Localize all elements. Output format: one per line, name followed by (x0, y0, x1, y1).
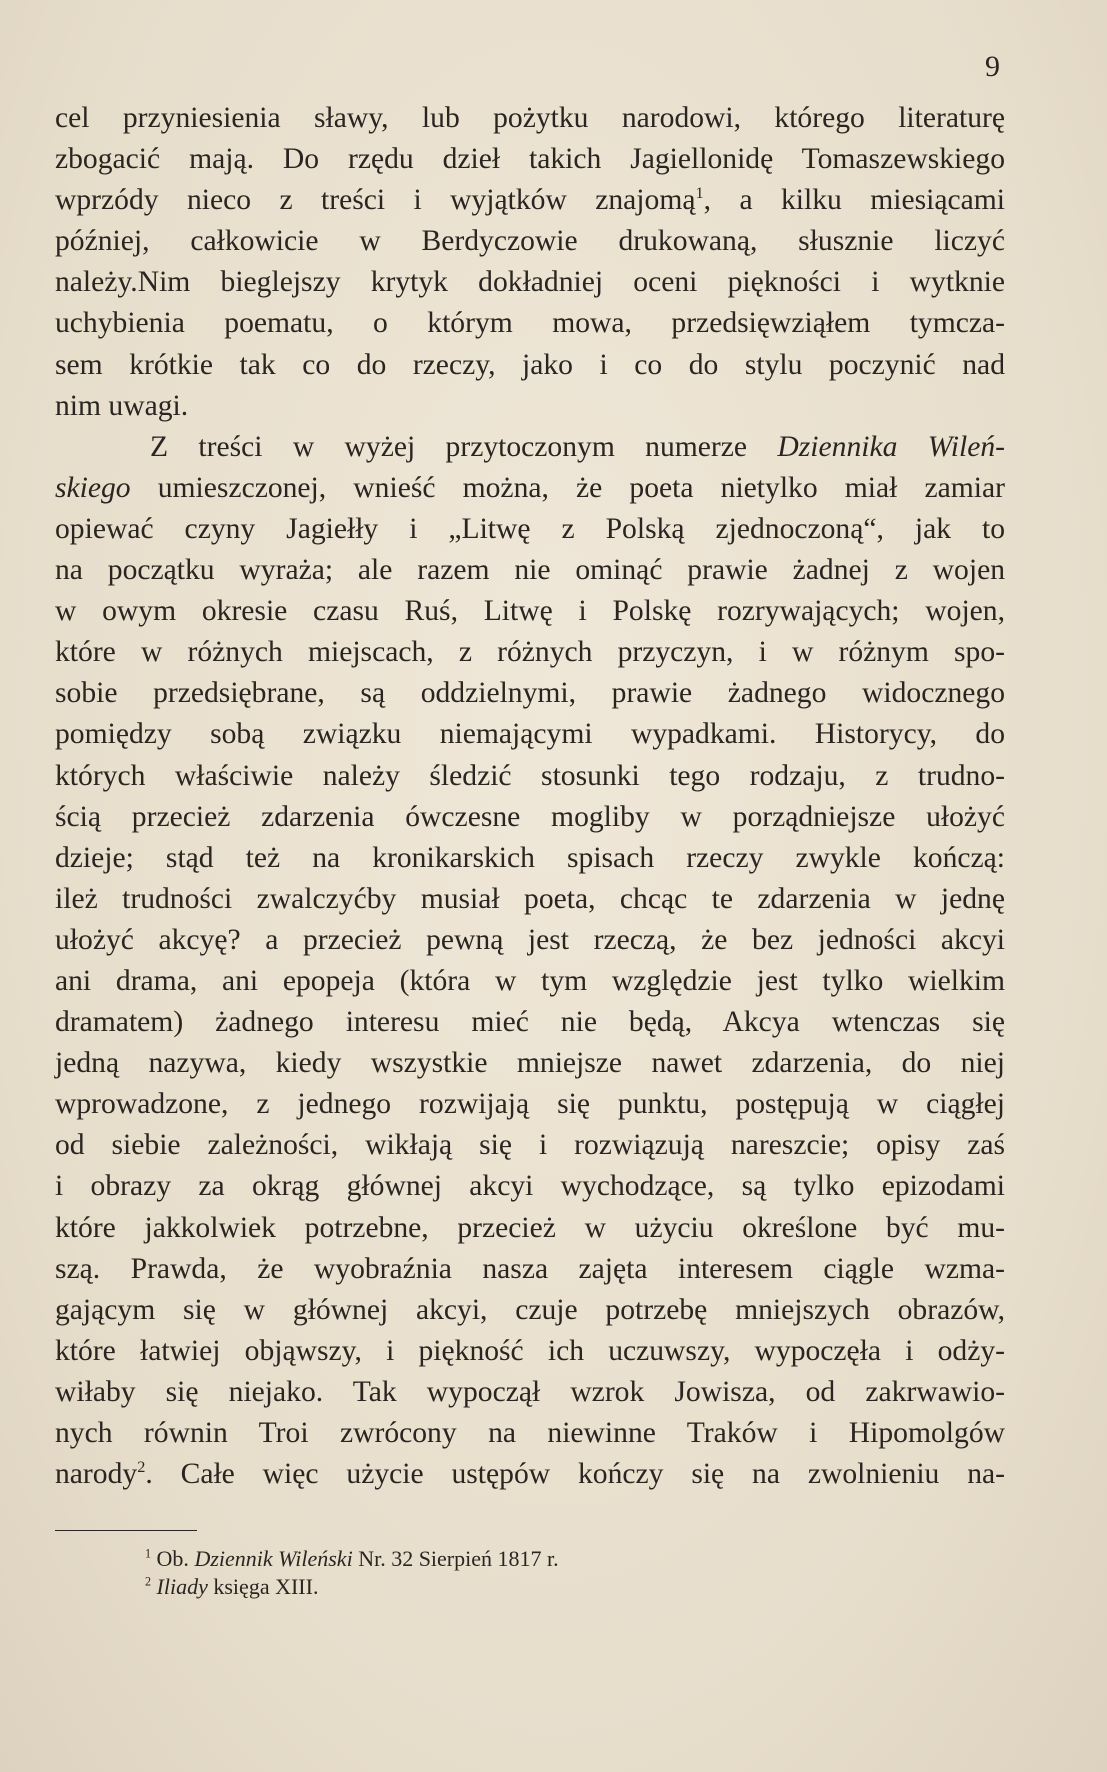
footnotes (55, 1530, 1005, 1601)
body-text (55, 98, 1005, 1495)
text-line (55, 427, 1005, 468)
italic-title: skiego (55, 471, 131, 504)
text-segment: , a kilku miesiącami (703, 184, 1005, 217)
footnote (55, 1545, 1005, 1573)
text-line: później, całkowicie w Berdyczowie drukowaną, słusznie liczyć (55, 225, 1005, 258)
text-line: zbogacić mają. Do rzędu dzieł takich Jagiellonidę Tomaszewskiego (55, 143, 1005, 176)
text-line (55, 180, 1005, 221)
text-line: szą. Prawda, że wyobraźnia nasza zajęta interesem ciągle wzma- (55, 1252, 1005, 1285)
text-segment: . Całe więc użycie ustępów kończy się na zwolnieniu na- (145, 1458, 1005, 1491)
text-line: od siebie zależności, wikłają się i rozwiązują nareszcie; opisy zaś (55, 1129, 1005, 1162)
footnote (55, 1573, 1005, 1601)
footnote-rule (55, 1530, 197, 1531)
footnote-italic: Iliady (156, 1574, 208, 1599)
footnote-text: Ob. (151, 1546, 195, 1571)
text-line: wprowadzone, z jednego rozwijają się punktu, postępują w ciągłej (55, 1088, 1005, 1121)
text-line: dzieje; stąd też na kronikarskich spisach rzeczy zwykle kończą: (55, 841, 1005, 874)
text-line (55, 1454, 1005, 1495)
text-line: na początku wyraża; ale razem nie ominąć prawie żadnej z wojen (55, 554, 1005, 587)
footnote-marker: 2 (137, 1457, 146, 1477)
text-line: nim uwagi. (55, 389, 189, 422)
footnote-italic: Dziennik Wileński (194, 1546, 353, 1571)
text-line: wiłaby się niejako. Tak wypoczął wzrok Jowisza, od zakrwawio- (55, 1375, 1005, 1408)
text-line (55, 468, 1005, 509)
footnote-mark: 1 (145, 1546, 152, 1561)
text-line: i obrazy za okrąg głównej akcyi wychodzące, są tylko epizodami (55, 1170, 1005, 1203)
text-segment: narody (55, 1458, 138, 1491)
text-line: pomiędzy sobą związku niemającymi wypadkami. Historycy, do (55, 718, 1005, 751)
text-line: sobie przedsiębrane, są oddzielnymi, prawie żadnego widocznego (55, 677, 1005, 710)
text-line: cel przyniesienia sławy, lub pożytku narodowi, którego literaturę (55, 102, 1005, 134)
text-line: nych równin Troi zwrócony na niewinne Traków i Hipomolgów (55, 1417, 1005, 1449)
footnote-marker: 1 (695, 183, 704, 203)
text-line: które łatwiej objąwszy, i piękność ich uczuwszy, wypoczęła i odży- (55, 1334, 1005, 1367)
text-line: ułożyć akcyę? a przecież pewną jest rzeczą, że bez jedności akcyi (55, 923, 1005, 956)
text-line: jedną nazywa, kiedy wszystkie mniejsze nawet zdarzenia, do niej (55, 1047, 1005, 1080)
text-line: które jakkolwiek potrzebne, przecież w użyciu określone być mu- (55, 1211, 1005, 1244)
text-line: uchybienia poematu, o którym mowa, przedsięwziąłem tymcza- (55, 307, 1005, 340)
text-line: ani drama, ani epopeja (która w tym względzie jest tylko wielkim (55, 964, 1005, 997)
footnote-text: księga XIII. (207, 1574, 319, 1599)
text-line: gającym się w głównej akcyi, czuje potrzebę mniejszych obrazów, (55, 1293, 1005, 1326)
text-line: które w różnych miejscach, z różnych przyczyn, i w różnym spo- (55, 636, 1005, 669)
text-line: w owym okresie czasu Ruś, Litwę i Polskę rozrywających; wojen, (55, 595, 1005, 628)
footnote-mark: 2 (145, 1574, 152, 1589)
text-line: należy.Nim bieglejszy krytyk dokładniej oceni piękności i wytknie (55, 266, 1005, 299)
text-line: dramatem) żadnego interesu mieć nie będą, Akcya wtenczas się (55, 1006, 1005, 1039)
footnote-text: Nr. 32 Sierpień 1817 r. (352, 1546, 559, 1571)
text-line: których właściwie należy śledzić stosunki tego rodzaju, z trudno- (55, 759, 1005, 792)
text-line: opiewać czyny Jagiełły i „Litwę z Polską zjednoczoną“, jak to (55, 512, 1005, 545)
text-line: ścią przecież zdarzenia ówczesne mogliby w porządniejsze ułożyć (55, 800, 1005, 833)
text-segment: umieszczonej, wnieść można, że poeta nietylko miał zamiar (130, 471, 1005, 504)
text-line: sem krótkie tak co do rzeczy, jako i co do stylu poczynić nad (55, 348, 1005, 381)
text-segment: wprzódy nieco z treści i wyjątków znajomą (55, 184, 696, 217)
text-segment: Z treści w wyżej przytoczonym numerze (150, 430, 778, 463)
italic-title: Dziennika Wileń- (777, 430, 1005, 463)
page-number: 9 (985, 50, 1000, 83)
text-line: ileż trudności zwalczyćby musiał poeta, chcąc te zdarzenia w jednę (55, 882, 1005, 915)
